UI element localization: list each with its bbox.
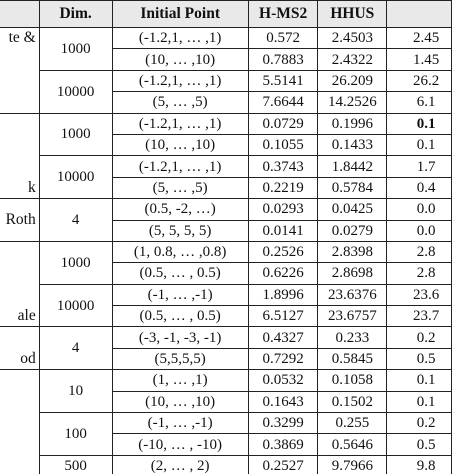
initial-point-cell: (-3, -1, -3, -1) xyxy=(112,327,248,348)
hms2-value-cell: 7.6644 xyxy=(248,92,318,113)
hms2-value-cell: 0.6226 xyxy=(248,263,318,284)
dimension-cell: 10 xyxy=(39,370,112,413)
initial-point-cell: (1, … ,1) xyxy=(112,370,248,391)
last-value-cell: 2.45 xyxy=(387,28,452,49)
hms2-value-cell: 6.5127 xyxy=(248,306,318,327)
function-name: te & xyxy=(8,29,36,46)
function-name-cell xyxy=(0,28,39,114)
hms2-value-cell: 0.3299 xyxy=(248,413,318,434)
initial-point-cell: (5,5,5,5) xyxy=(112,348,248,369)
last-value-cell: 26.2 xyxy=(387,70,452,91)
hhus-value-cell: 26.209 xyxy=(318,70,387,91)
last-value-cell: 0.5 xyxy=(387,348,452,369)
dimension-cell: 10000 xyxy=(39,70,112,113)
hms2-value-cell: 0.2527 xyxy=(248,455,318,474)
header-hms2: H-MS2 xyxy=(248,1,318,28)
dimension-cell: 4 xyxy=(39,327,112,370)
dimension-cell: 1000 xyxy=(39,241,112,284)
header-initial-point: Initial Point xyxy=(112,1,248,28)
last-value-cell: 0.4 xyxy=(387,177,452,198)
initial-point-cell: (5, 5, 5, 5) xyxy=(112,220,248,241)
hms2-value-cell: 5.5141 xyxy=(248,70,318,91)
initial-point-cell: (0.5, … , 0.5) xyxy=(112,263,248,284)
function-name: od xyxy=(20,350,36,368)
hms2-value-cell: 0.0729 xyxy=(248,113,318,134)
hhus-value-cell: 0.255 xyxy=(318,413,387,434)
last-value-cell: 0.1 xyxy=(387,113,452,134)
hhus-value-cell: 23.6376 xyxy=(318,284,387,305)
initial-point-cell: (10, … ,10) xyxy=(112,49,248,70)
function-name-cell xyxy=(0,199,39,242)
initial-point-cell: (-10, … , -10) xyxy=(112,434,248,455)
table-body xyxy=(0,28,452,474)
last-value-cell: 1.7 xyxy=(387,156,452,177)
last-value-cell: 0.0 xyxy=(387,220,452,241)
table-row xyxy=(0,413,452,434)
last-value-cell: 2.8 xyxy=(387,263,452,284)
function-name-cell xyxy=(0,370,39,474)
hms2-value-cell: 0.0293 xyxy=(248,199,318,220)
hhus-value-cell: 1.8442 xyxy=(318,156,387,177)
table-row xyxy=(0,241,452,262)
table-row xyxy=(0,28,452,49)
initial-point-cell: (-1.2,1, … ,1) xyxy=(112,70,248,91)
initial-point-cell: (10, … ,10) xyxy=(112,134,248,155)
initial-point-cell: (-1.2,1, … ,1) xyxy=(112,28,248,49)
last-value-cell: 23.7 xyxy=(387,306,452,327)
hms2-value-cell: 0.7292 xyxy=(248,348,318,369)
dimension-cell: 10000 xyxy=(39,156,112,199)
hhus-value-cell: 0.0279 xyxy=(318,220,387,241)
hhus-value-cell: 0.1996 xyxy=(318,113,387,134)
hhus-value-cell: 0.5646 xyxy=(318,434,387,455)
hms2-value-cell: 1.8996 xyxy=(248,284,318,305)
hms2-value-cell: 0.0141 xyxy=(248,220,318,241)
initial-point-cell: (-1, … ,-1) xyxy=(112,413,248,434)
hms2-value-cell: 0.7883 xyxy=(248,49,318,70)
last-value-cell: 6.1 xyxy=(387,92,452,113)
dimension-cell: 1000 xyxy=(39,28,112,71)
header-function xyxy=(0,1,39,28)
table-row xyxy=(0,455,452,474)
hhus-value-cell: 0.1433 xyxy=(318,134,387,155)
last-value-cell: 0.2 xyxy=(387,327,452,348)
initial-point-cell: (-1.2,1, … ,1) xyxy=(112,156,248,177)
hhus-value-cell: 2.8698 xyxy=(318,263,387,284)
initial-point-cell: (10, … ,10) xyxy=(112,391,248,412)
initial-point-cell: (-1.2,1, … ,1) xyxy=(112,113,248,134)
dimension-cell: 10000 xyxy=(39,284,112,327)
initial-point-cell: (-1, … ,-1) xyxy=(112,284,248,305)
dimension-cell: 1000 xyxy=(39,113,112,156)
last-value-cell: 9.8 xyxy=(387,455,452,474)
hhus-value-cell: 0.5845 xyxy=(318,348,387,369)
last-value-cell: 0.2 xyxy=(387,413,452,434)
last-value-cell: 23.6 xyxy=(387,284,452,305)
initial-point-cell: (1, 0.8, … ,0.8) xyxy=(112,241,248,262)
hms2-value-cell: 0.2219 xyxy=(248,177,318,198)
last-value-cell: 1.45 xyxy=(387,49,452,70)
function-name-cell xyxy=(0,241,39,327)
table-row xyxy=(0,113,452,134)
hhus-value-cell: 2.8398 xyxy=(318,241,387,262)
hms2-value-cell: 0.3869 xyxy=(248,434,318,455)
dimension-cell: 4 xyxy=(39,199,112,242)
hms2-value-cell: 0.4327 xyxy=(248,327,318,348)
table-row xyxy=(0,70,452,91)
hms2-value-cell: 0.2526 xyxy=(248,241,318,262)
table-row xyxy=(0,156,452,177)
table-row xyxy=(0,199,452,220)
initial-point-cell: (0.5, -2, …) xyxy=(112,199,248,220)
header-dim: Dim. xyxy=(39,1,112,28)
last-value-cell: 0.1 xyxy=(387,134,452,155)
last-value-cell: 0.5 xyxy=(387,434,452,455)
initial-point-cell: (5, … ,5) xyxy=(112,177,248,198)
hms2-value-cell: 0.1643 xyxy=(248,391,318,412)
hms2-value-cell: 0.572 xyxy=(248,28,318,49)
hms2-value-cell: 0.3743 xyxy=(248,156,318,177)
last-value-cell: 2.8 xyxy=(387,241,452,262)
hhus-value-cell: 0.1502 xyxy=(318,391,387,412)
table-row xyxy=(0,327,452,348)
hhus-value-cell: 23.6757 xyxy=(318,306,387,327)
initial-point-cell: (2, … , 2) xyxy=(112,455,248,474)
dimension-cell: 100 xyxy=(39,413,112,456)
hhus-value-cell: 0.233 xyxy=(318,327,387,348)
hhus-value-cell: 9.7966 xyxy=(318,455,387,474)
last-value-cell: 0.1 xyxy=(387,391,452,412)
function-name-cell xyxy=(0,327,39,370)
dimension-cell: 500 xyxy=(39,455,112,474)
initial-point-cell: (0.5, … , 0.5) xyxy=(112,306,248,327)
header-last xyxy=(387,1,452,28)
function-name: k xyxy=(28,179,36,197)
function-name: Roth xyxy=(5,211,36,229)
hms2-value-cell: 0.0532 xyxy=(248,370,318,391)
hhus-value-cell: 0.0425 xyxy=(318,199,387,220)
last-value-cell: 0.1 xyxy=(387,370,452,391)
initial-point-cell: (5, … ,5) xyxy=(112,92,248,113)
function-name: ale xyxy=(17,307,36,325)
hms2-value-cell: 0.1055 xyxy=(248,134,318,155)
header-row xyxy=(0,1,452,28)
hhus-value-cell: 2.4503 xyxy=(318,28,387,49)
header-hhus: HHUS xyxy=(318,1,387,28)
hhus-value-cell: 14.2526 xyxy=(318,92,387,113)
function-name-cell xyxy=(0,113,39,199)
table-row xyxy=(0,284,452,305)
hhus-value-cell: 0.1058 xyxy=(318,370,387,391)
last-value-cell: 0.0 xyxy=(387,199,452,220)
hhus-value-cell: 0.5784 xyxy=(318,177,387,198)
table-row xyxy=(0,370,452,391)
hhus-value-cell: 2.4322 xyxy=(318,49,387,70)
